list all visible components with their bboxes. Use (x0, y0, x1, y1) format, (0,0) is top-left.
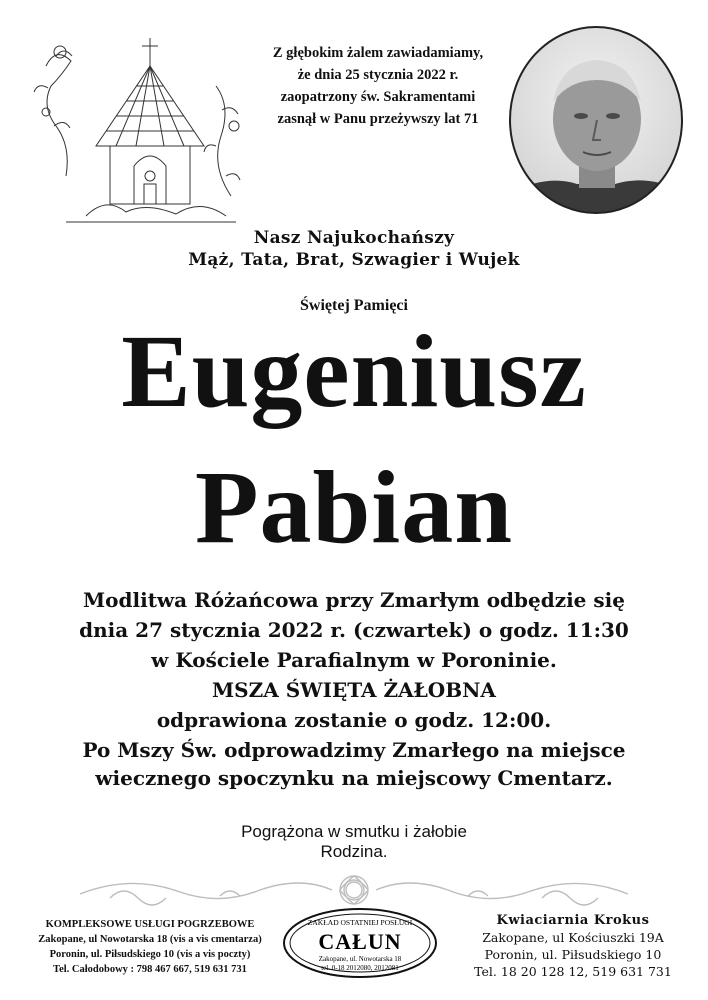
chapel-drawing (26, 26, 250, 224)
in-memory-label: Świętej Pamięci (300, 297, 408, 314)
deceased-last-name: Pabian (194, 450, 514, 565)
relation-line-1: Nasz Najukochańszy (253, 228, 455, 248)
announcement-line: w Kościele Parafialnym w Poroninie. (151, 648, 557, 672)
mourners-line-2: Rodzina. (320, 842, 388, 861)
funeral-address-1: Zakopane, ul Nowotarska 18 (vis a vis cmentarza) (38, 934, 262, 945)
intro-line: Z głębokim żalem zawiadamiamy, (272, 45, 484, 61)
intro-line: zasnął w Panu przeżywszy lat 71 (277, 111, 479, 127)
funeral-services-info (22, 917, 278, 977)
florist-phone: Tel. 18 20 128 12, 519 631 731 (474, 964, 672, 979)
announcement-line: Po Mszy Św. odprowadzimy Zmarłego na miejsce (82, 738, 626, 762)
logo-top-text: ZAKŁAD OSTATNIEJ POSŁUGI (307, 918, 413, 927)
funeral-services-title: KOMPLEKSOWE USŁUGI POGRZEBOWE (45, 919, 255, 930)
announcement-line: MSZA ŚWIĘTA ŻAŁOBNA (212, 678, 496, 702)
funeral-phone: Tel. Całodobowy : 798 467 667, 519 631 731 (53, 964, 247, 975)
intro-text (254, 42, 502, 130)
announcement-line: Modlitwa Różańcowa przy Zmarłym odbędzie się (83, 588, 625, 612)
announcement-line: wiecznego spoczynku na miejscowy Cmentarz. (95, 766, 613, 790)
announcement-line: dnia 27 stycznia 2022 r. (czwartek) o godz. 11:30 (79, 618, 629, 642)
deceased-first-name: Eugeniusz (121, 314, 587, 429)
intro-line: że dnia 25 stycznia 2022 r. (297, 67, 459, 83)
florist-info (448, 912, 698, 980)
intro-line: zaopatrzony św. Sakramentami (280, 89, 476, 105)
florist-address-2: Poronin, ul. Piłsudskiego 10 (484, 947, 662, 962)
announcement-line: odprawiona zostanie o godz. 12:00. (156, 708, 552, 732)
florist-title: Kwiaciarnia Krokus (496, 913, 650, 928)
calun-logo (280, 905, 440, 981)
florist-address-1: Zakopane, ul Kościuszki 19A (482, 930, 664, 945)
logo-phone: tel. 0-18 2012080, 2012081 (321, 964, 399, 972)
logo-name: CAŁUN (318, 929, 402, 954)
logo-address: Zakopane, ul. Nowotarska 18 (318, 955, 402, 963)
relation-line-2: Mąż, Tata, Brat, Szwagier i Wujek (188, 250, 520, 270)
mourners-line-1: Pogrążona w smutku i żałobie (241, 822, 467, 841)
funeral-address-2: Poronin, ul. Piłsudskiego 10 (vis a vis poczty) (49, 949, 251, 960)
portrait-photo (507, 24, 685, 216)
